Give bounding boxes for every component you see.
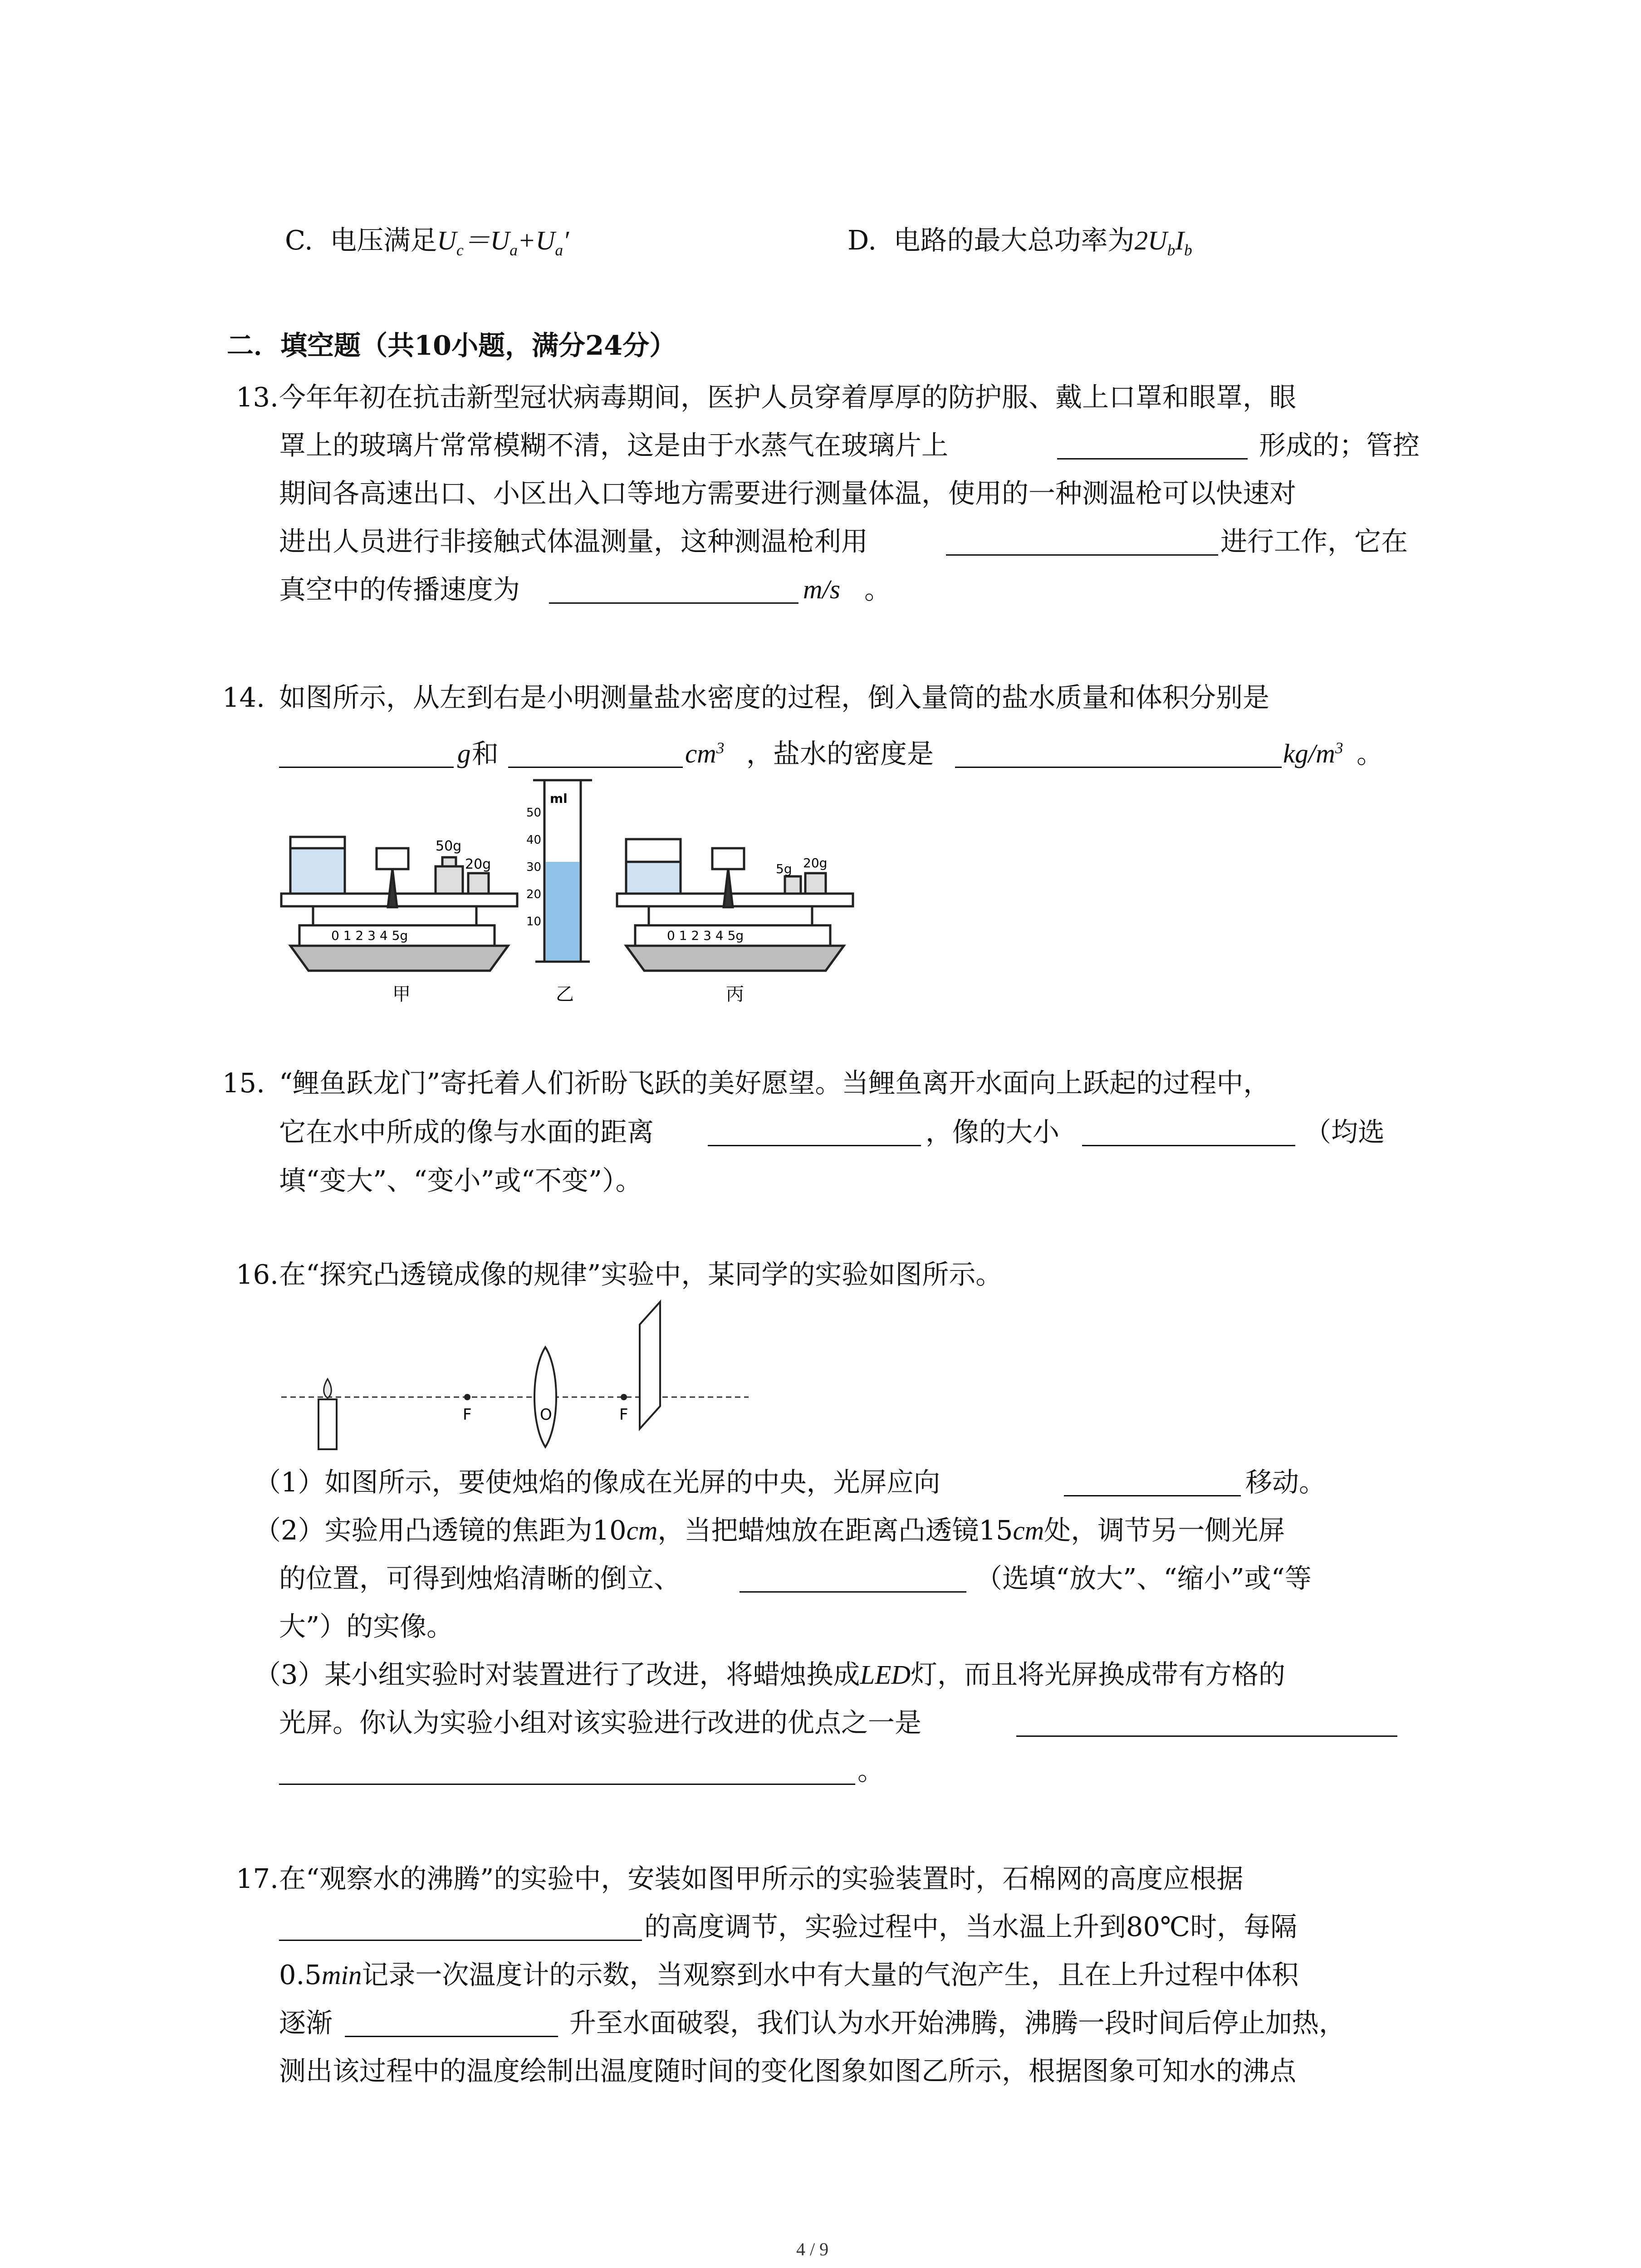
q13-blank-1[interactable] xyxy=(1057,458,1248,459)
convex-lens xyxy=(534,1347,556,1447)
option-c-formula: $U_c=U_a+U_a'$ xyxy=(437,225,569,259)
q14-sep: ，盐水的密度是 xyxy=(746,738,934,769)
weight-5g-label: 5g xyxy=(776,861,792,876)
option-d-label: D. xyxy=(847,225,877,256)
option-c-label: C. xyxy=(285,225,313,256)
q16-p3end: 。 xyxy=(857,1755,885,1786)
q17-line4a: 逐渐 xyxy=(279,2007,333,2038)
q17-blank-bubble[interactable] xyxy=(345,2036,558,2037)
weight-50g-label: 50g xyxy=(436,838,462,854)
section-title: 二．填空题（共10小题，满分24分） xyxy=(227,330,676,361)
q17-line1: 在“观察水的沸腾”的实验中，安装如图甲所示的实验装置时，石棉网的高度应根据 xyxy=(279,1863,1244,1894)
q13-line4b: 进行工作，它在 xyxy=(1220,526,1408,557)
q16-figure xyxy=(277,1297,758,1461)
q17-line2a: 的高度调节，实验过程中，当水温上升到80℃时，每隔 xyxy=(644,1911,1298,1942)
label-yi: 乙 xyxy=(556,984,574,1005)
q14-unit-kg: $kg/m^3$ xyxy=(1283,738,1343,768)
q14-figure xyxy=(272,771,980,1007)
q13-blank-2[interactable] xyxy=(946,554,1218,556)
q14-unit-g: g xyxy=(457,738,471,768)
cylinder-50: 50 xyxy=(526,806,542,820)
q16-p2e: （选填“放大”、“缩小”或“等 xyxy=(975,1563,1312,1594)
cylinder-ml: ml xyxy=(550,791,568,806)
q17-line4b: 升至水面破裂，我们认为水开始沸腾，沸腾一段时间后停止加热， xyxy=(569,2007,1346,2038)
q17-number: 17. xyxy=(236,1863,279,1894)
rule-bing: 0 1 2 3 4 5g xyxy=(667,928,744,943)
q15-blank-distance[interactable] xyxy=(708,1145,921,1146)
q15-line2a: 它在水中所成的像与水面的距离 xyxy=(279,1116,654,1148)
q14-blank-volume[interactable] xyxy=(508,767,683,768)
q16-line1: 在“探究凸透镜成像的规律”实验中，某同学的实验如图所示。 xyxy=(279,1259,1003,1290)
focal-point-left xyxy=(464,1394,470,1400)
q13-line5a: 真空中的传播速度为 xyxy=(279,574,520,605)
q16-p2d: 的位置，可得到烛焰清晰的倒立、 xyxy=(279,1563,681,1594)
q16-p1a: （1）如图所示，要使烛焰的像成在光屏的中央，光屏应向 xyxy=(254,1466,941,1498)
rule-jia: 0 1 2 3 4 5g xyxy=(331,928,408,943)
q16-p2f: 大”）的实像。 xyxy=(279,1611,454,1642)
q14-blank-density[interactable] xyxy=(955,767,1282,768)
weight-20g-label-jia: 20g xyxy=(465,856,491,872)
page-number: 4 / 9 xyxy=(796,2239,829,2259)
focal-point-right xyxy=(621,1394,627,1400)
q16-blank-advantage-2[interactable] xyxy=(279,1784,855,1785)
q15-line2b: ，像的大小 xyxy=(926,1116,1060,1148)
q13-blank-3[interactable] xyxy=(549,602,798,604)
candle xyxy=(318,1379,337,1449)
option-d xyxy=(847,225,1192,259)
q14-he: 和 xyxy=(472,738,499,769)
q13-line4a: 进出人员进行非接触式体温测量，这种测温枪利用 xyxy=(279,526,868,557)
q16-p2: （2）实验用凸透镜的焦距为10cm，当把蜡烛放在距离凸透镜15cm处，调节另一侧光屏 xyxy=(254,1515,1285,1546)
cylinder-10: 10 xyxy=(526,915,542,929)
q16-p3c: 光屏。你认为实验小组对该实验进行改进的优点之一是 xyxy=(279,1707,922,1738)
option-d-formula: $2U_bI_b$ xyxy=(1134,225,1192,259)
cylinder-yi xyxy=(533,780,592,962)
q13-line2a: 罩上的玻璃片常常模糊不清，这是由于水蒸气在玻璃片上 xyxy=(279,430,949,461)
q13-unit: m/s xyxy=(803,574,840,604)
q17-line3: 0.5min记录一次温度计的示数，当观察到水中有大量的气泡产生，且在上升过程中体积 xyxy=(279,1959,1299,1990)
lens-center-label: O xyxy=(540,1406,552,1424)
q15-line3: 填“变大”、“变小”或“不变”）。 xyxy=(279,1165,642,1196)
option-c xyxy=(285,225,569,259)
q15-line1: “鲤鱼跃龙门”寄托着人们祈盼飞跃的美好愿望。当鲤鱼离开水面向上跃起的过程中， xyxy=(279,1067,1270,1099)
q16-blank-direction[interactable] xyxy=(1064,1495,1241,1496)
q14-unit-cm: $cm^3$ xyxy=(685,738,725,768)
label-bing: 丙 xyxy=(726,984,744,1005)
q16-number: 16. xyxy=(236,1259,279,1290)
option-c-text: 电压满足 xyxy=(330,225,437,256)
q16-p1b: 移动。 xyxy=(1245,1466,1326,1498)
option-d-text: 电路的最大总功率为 xyxy=(893,225,1135,256)
light-screen xyxy=(640,1302,660,1429)
cylinder-30: 30 xyxy=(526,860,542,874)
q16-blank-image-type[interactable] xyxy=(740,1591,966,1593)
q17-blank-height[interactable] xyxy=(279,1940,642,1941)
label-jia: 甲 xyxy=(392,984,411,1005)
q15-number: 15. xyxy=(222,1067,265,1099)
focal-label-right: F xyxy=(619,1406,628,1424)
q14-blank-mass[interactable] xyxy=(279,767,454,768)
q13-line3: 期间各高速出口、小区出入口等地方需要进行测量体温，使用的一种测温枪可以快速对 xyxy=(279,478,1297,509)
q14-line1: 如图所示，从左到右是小明测量盐水密度的过程，倒入量筒的盐水质量和体积分别是 xyxy=(279,682,1270,713)
q16-blank-advantage-1[interactable] xyxy=(1016,1735,1397,1737)
cylinder-40: 40 xyxy=(526,833,542,847)
cylinder-20: 20 xyxy=(526,888,542,901)
weight-20g-label-bing: 20g xyxy=(803,855,828,870)
q15-line2c: （均选 xyxy=(1304,1116,1385,1148)
q14-end: 。 xyxy=(1357,738,1384,769)
focal-label-left: F xyxy=(463,1406,472,1424)
q13-number: 13. xyxy=(236,381,279,413)
q13-end: 。 xyxy=(864,574,892,605)
q13-line2b: 形成的；管控 xyxy=(1259,430,1420,461)
q15-blank-size[interactable] xyxy=(1082,1145,1295,1146)
q17-line5: 测出该过程中的温度绘制出温度随时间的变化图象如图乙所示，根据图象可知水的沸点 xyxy=(279,2055,1297,2087)
q14-number: 14. xyxy=(222,682,265,713)
q13-line1: 今年年初在抗击新型冠状病毒期间，医护人员穿着厚厚的防护服、戴上口罩和眼罩，眼 xyxy=(279,381,1297,413)
q16-p3: （3）某小组实验时对装置进行了改进，将蜡烛换成LED灯，而且将光屏换成带有方格的 xyxy=(254,1659,1286,1690)
